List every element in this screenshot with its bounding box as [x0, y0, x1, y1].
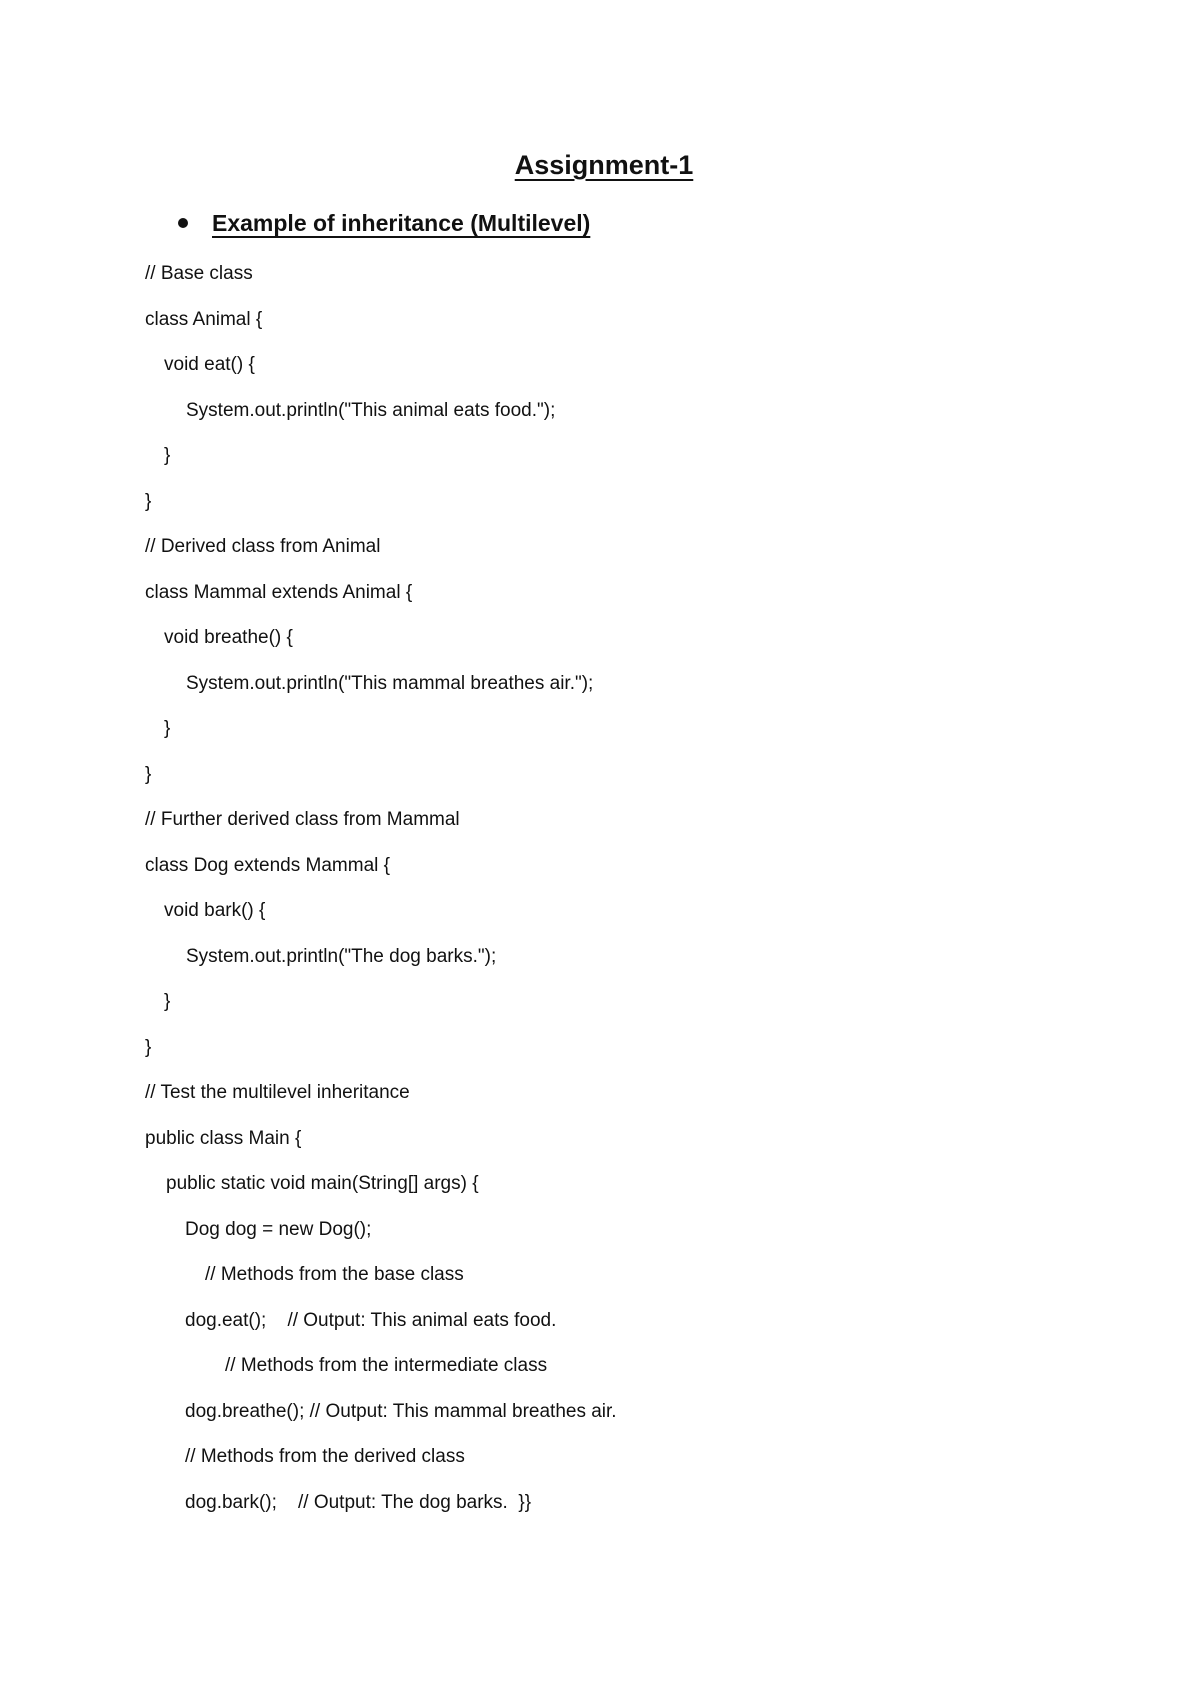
- code-line: public static void main(String[] args) {: [166, 1173, 479, 1194]
- document-title: Assignment-1: [514, 150, 694, 180]
- code-line: // Test the multilevel inheritance: [145, 1082, 410, 1103]
- code-line: // Derived class from Animal: [145, 536, 381, 557]
- code-line: void breathe() {: [164, 627, 293, 648]
- code-line: }: [164, 445, 171, 466]
- section-heading-row: [178, 205, 590, 241]
- code-line: }: [145, 764, 152, 785]
- code-line: System.out.println("This mammal breathes air.");: [186, 673, 594, 694]
- code-line: public class Main {: [145, 1128, 302, 1149]
- code-line: dog.breathe(); // Output: This mammal breathes air.: [185, 1401, 617, 1422]
- code-line: Dog dog = new Dog();: [185, 1219, 372, 1240]
- code-line: System.out.println("The dog barks.");: [186, 946, 497, 967]
- code-line: }: [145, 1037, 152, 1058]
- code-line: void eat() {: [164, 354, 255, 375]
- code-line: // Methods from the base class: [205, 1264, 464, 1285]
- code-line: dog.eat(); // Output: This animal eats food.: [185, 1310, 557, 1331]
- code-line: class Mammal extends Animal {: [145, 582, 413, 603]
- code-line: dog.bark(); // Output: The dog barks. }}: [185, 1492, 532, 1513]
- code-line: }: [164, 718, 171, 739]
- code-line: class Animal {: [145, 309, 263, 330]
- code-line: }: [164, 991, 171, 1012]
- code-line: // Further derived class from Mammal: [145, 809, 460, 830]
- code-line: // Methods from the derived class: [185, 1446, 465, 1467]
- code-line: void bark() {: [164, 900, 266, 921]
- code-line: System.out.println("This animal eats food.");: [186, 400, 556, 421]
- section-heading: Example of inheritance (Multilevel): [212, 210, 591, 236]
- code-line: }: [145, 491, 152, 512]
- code-line: // Base class: [145, 263, 253, 284]
- bullet-icon: [178, 218, 188, 228]
- code-line: // Methods from the intermediate class: [225, 1355, 548, 1376]
- code-line: class Dog extends Mammal {: [145, 855, 390, 876]
